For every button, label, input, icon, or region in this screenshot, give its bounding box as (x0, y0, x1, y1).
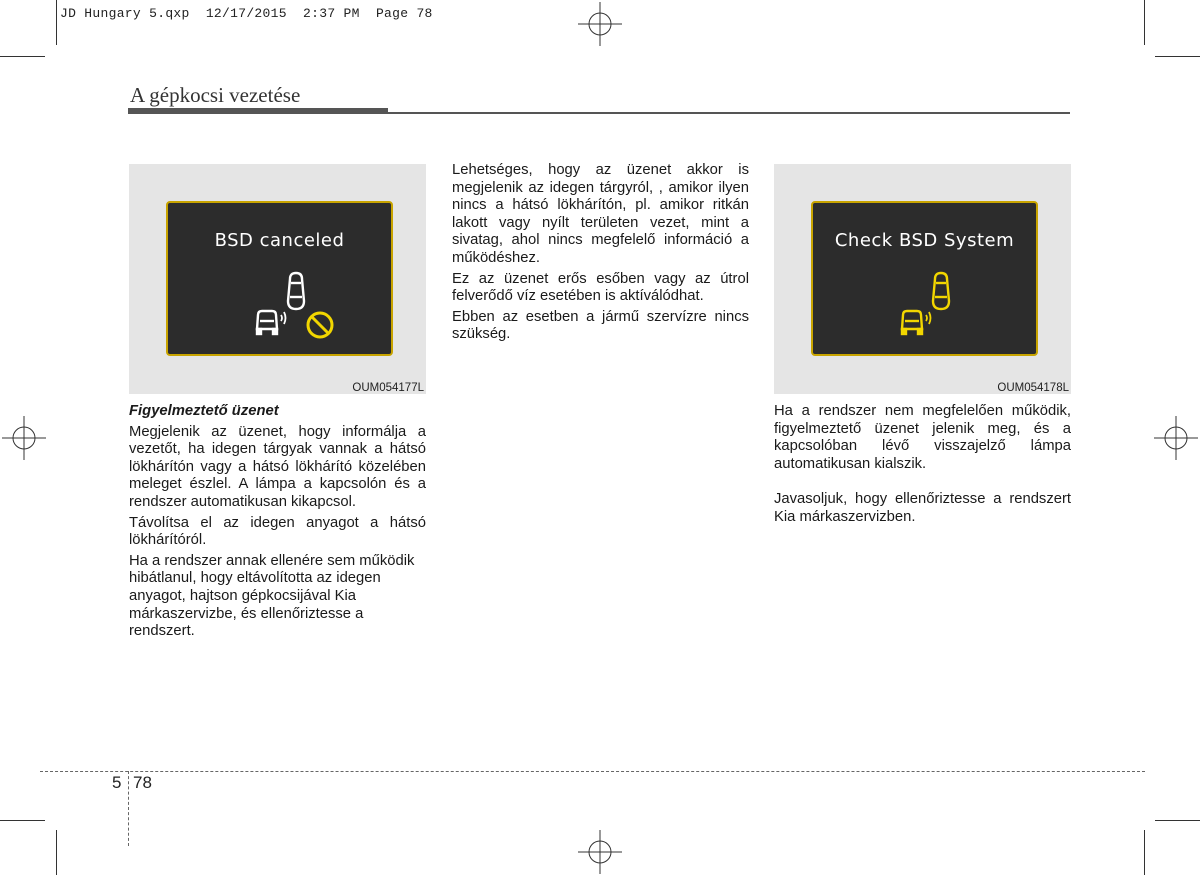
paragraph: Távolítsa el az idegen anyagot a hátsó lökhárítóról. (129, 514, 426, 549)
crop-mark (56, 0, 57, 45)
display-message: Check BSD System (834, 230, 1015, 251)
bsd-warning-icon (891, 271, 991, 343)
print-slug: JD Hungary 5.qxp 12/17/2015 2:37 PM Page 78 (60, 6, 433, 21)
column-middle (452, 162, 749, 347)
header-rule-thin (388, 112, 1070, 114)
paragraph: Ebben az esetben a jármű szervízre nincs szükség. (452, 308, 749, 343)
figure-check-bsd-system (774, 164, 1071, 394)
prohibited-icon (304, 309, 336, 341)
paragraph: Ez az üzenet erős esőben vagy az útrol felverődő víz esetében is aktíválódhat. (452, 270, 749, 305)
crop-mark (1144, 830, 1145, 875)
paragraph: Megjelenik az üzenet, hogy informálja a vezetőt, ha idegen tárgyak vannak a hátsó lökhárítón vagy a hátsó lökhárító közelében meleget észlel. A lámpa a kapcsolón és a rendszer automatikusan kikapcsol. (129, 423, 426, 510)
crop-mark (56, 830, 57, 875)
paragraph: Javasoljuk, hogy ellenőriztesse a rendszert Kia márkaszervizben. (774, 491, 1071, 525)
crop-mark (0, 820, 45, 821)
subheading: Figyelmeztető üzenet (129, 403, 279, 419)
column-right (774, 403, 1071, 530)
footer-dashed-divider (128, 771, 129, 846)
crop-mark (0, 56, 45, 57)
section-title: A gépkocsi vezetése (130, 83, 301, 107)
cluster-display (166, 201, 393, 356)
figure-code: OUM054178L (997, 382, 1069, 394)
registration-mark-icon (1154, 416, 1198, 460)
header-rule-thick (128, 108, 388, 114)
figure-code: OUM054177L (352, 382, 424, 394)
paragraph: Ha a rendszer annak ellenére sem működik hibátlanul, hogy eltávolította az idegen anyagot, hajtson gépkocsijával Kia márkaszervizbe, és ellenőriztesse a rendszert. (129, 552, 415, 640)
crop-mark (1144, 0, 1145, 45)
paragraph: Ha a rendszer nem megfelelően működik, figyelmeztető üzenet jelenik meg, és a kapcsolóban lévő visszajelző lámpa automatikusan kialszik. (774, 403, 1071, 472)
chapter-number: 5 (112, 773, 122, 792)
registration-mark-icon (578, 830, 622, 874)
page-number: 78 (133, 773, 152, 792)
cluster-display (811, 201, 1038, 356)
registration-mark-icon (578, 2, 622, 46)
column-left (129, 403, 426, 644)
crop-mark (1155, 820, 1200, 821)
figure-bsd-canceled (129, 164, 426, 394)
display-message: BSD canceled (214, 230, 345, 251)
crop-mark (1155, 56, 1200, 57)
paragraph: Lehetséges, hogy az üzenet akkor is megjelenik az idegen tárgyról, , amikor ilyen nincs a hátsó lökhárítón, pl. amikor ritkán lakott vagy nyílt területen vezet, mint a sivatag, ahol nincs megfelelő információ a működéshez. (452, 162, 749, 266)
registration-mark-icon (2, 416, 46, 460)
footer-dashed-rule (40, 771, 1145, 772)
